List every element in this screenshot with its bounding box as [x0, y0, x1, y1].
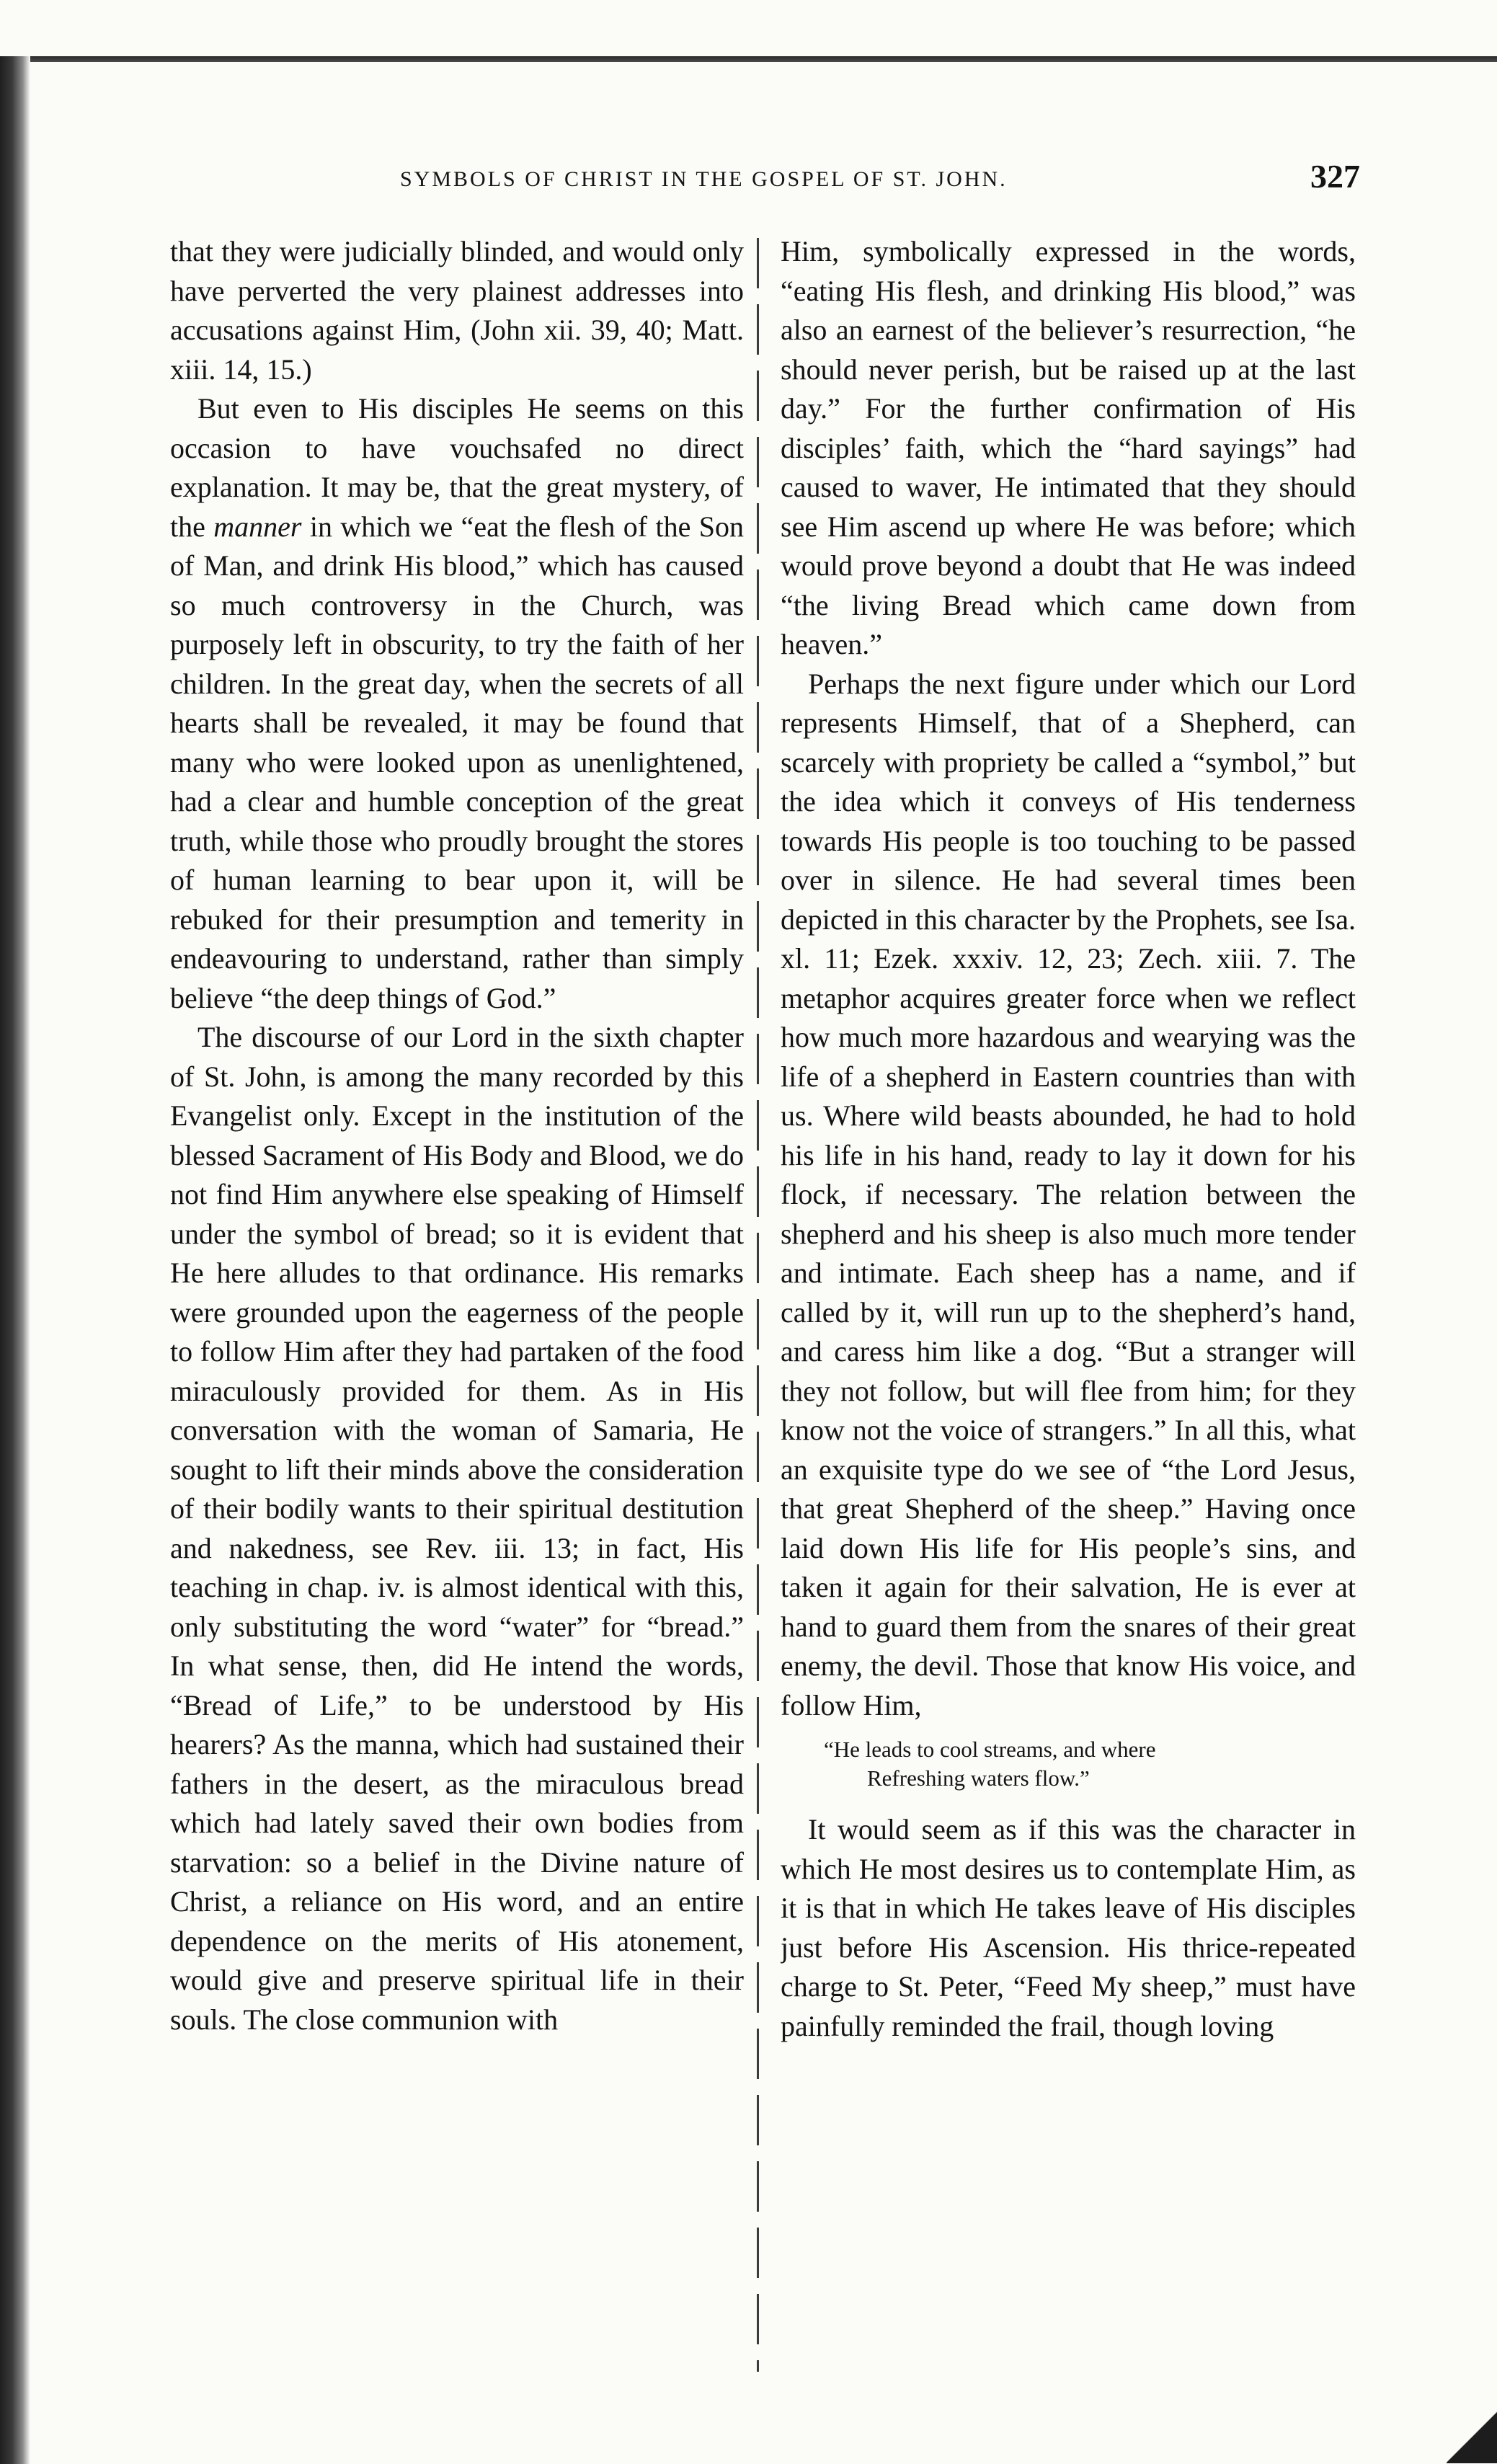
column-divider	[757, 238, 759, 2372]
scan-corner-mark	[1447, 2398, 1497, 2463]
paragraph-text: But even to His disciples He seems on this occasion to have vouchsafed no direct explanation. It may be, that the great mystery, of the	[170, 392, 744, 543]
verse-quote	[781, 1735, 1356, 1793]
top-page-rule	[0, 56, 1497, 62]
paragraph-text: in which we “eat the flesh of the Son of Man, and drink His blood,” which has caused so much controversy in the Church, was purposely left in obscurity, to try the faith of her children. In the great day, when the secrets of all hearts shall be revealed, it may be found that many who were looked upon as unenlightened, had a clear and humble conception of the great truth, while those who proudly brought the stores of human learning to bear upon it, will be rebuked for their presumption and temerity in endeavouring to understand, rather than simply believe “the deep things of God.”	[170, 510, 744, 1014]
running-head: SYMBOLS OF CHRIST IN THE GOSPEL OF ST. JOHN.	[400, 167, 1008, 191]
left-column	[170, 232, 744, 2294]
quote-line: “He leads to cool streams, and where	[824, 1737, 1156, 1762]
scan-left-edge	[0, 56, 30, 2464]
paragraph: It would seem as if this was the character in which He most desires us to contemplate Him, as it is that in which He takes leave of His disciples just before His Ascension. His thrice-repeated charge to St. Peter, “Feed My sheep,” must have painfully reminded the frail, though loving	[781, 1813, 1356, 2042]
paragraph: The discourse of our Lord in the sixth chapter of St. John, is among the many recorded by this Evangelist only. Except in the institution of the blessed Sacrament of His Body and Blood, we do not find Him anywhere else speaking of Himself under the symbol of bread; so it is evident that He here alludes to that ordinance. His remarks were grounded upon the eagerness of the people to follow Him after they had partaken of the food miraculously provided for them. As in His conversation with the woman of Samaria, He sought to lift their minds above the consideration of their bodily wants to their spiritual destitution and nakedness, see Rev. iii. 13; in fact, His teaching in chap. iv. is almost identical with this, only substituting the word “water” for “bread.” In what sense, then, did He intend the words, “Bread of Life,” to be understood by His hearers? As the manna, which had sustained their fathers in the desert, as the miraculous bread which had lately saved their own bodies from starvation: so a belief in the Divine nature of Christ, a reliance on His word, and an entire dependence on the merits of His atonement, would give and preserve spiritual life in their souls. The close communion with	[170, 1021, 744, 2036]
quote-line: Refreshing waters flow.”	[867, 1765, 1090, 1791]
paragraph	[170, 389, 744, 1018]
page-number: 327	[1310, 158, 1360, 195]
right-column	[781, 232, 1356, 2294]
paragraph-continued: that they were judicially blinded, and would only have perverted the very plainest addresses into accusations against Him, (John xii. 39, 40; Matt. xiii. 14, 15.)	[170, 235, 744, 386]
italic-word: manner	[213, 510, 302, 543]
paragraph: Perhaps the next figure under which our Lord represents Himself, that of a Shepherd, can scarcely with propriety be called a “symbol,” but the idea which it conveys of His tenderness towards His people is too touching to be passed over in silence. He had several times been depicted in this character by the Prophets, see Isa. xl. 11; Ezek. xxxiv. 12, 23; Zech. xiii. 7. The metaphor acquires greater force when we reflect how much more hazardous and wearying was the life of a shepherd in Eastern countries than with us. Where wild beasts abounded, he had to hold his life in his hand, ready to lay it down for his flock, if necessary. The relation between the shepherd and his sheep is also much more tender and intimate. Each sheep has a name, and if called by it, will run up to the shepherd’s hand, and caress him like a dog. “But a stranger will they not follow, but will flee from him; for they know not the voice of strangers.” In all this, what an exquisite type do we see of “the Lord Jesus, that great Shepherd of the sheep.” Having once laid down His life for His people’s sins, and taken it again for their salvation, He is ever at hand to guard them from the snares of their great enemy, the devil. Those that know His voice, and follow Him,	[781, 667, 1356, 1721]
paragraph-continued: Him, symbolically expressed in the words, “eating His flesh, and drinking His blood,” was also an earnest of the believer’s resurrection, “he should never perish, but be raised up at the last day.” For the further confirmation of His disciples’ faith, which the “hard sayings” had caused to waver, He intimated that they should see Him ascend up where He was before; which would prove beyond a doubt that He was indeed “the living Bread which came down from heaven.”	[781, 235, 1356, 660]
